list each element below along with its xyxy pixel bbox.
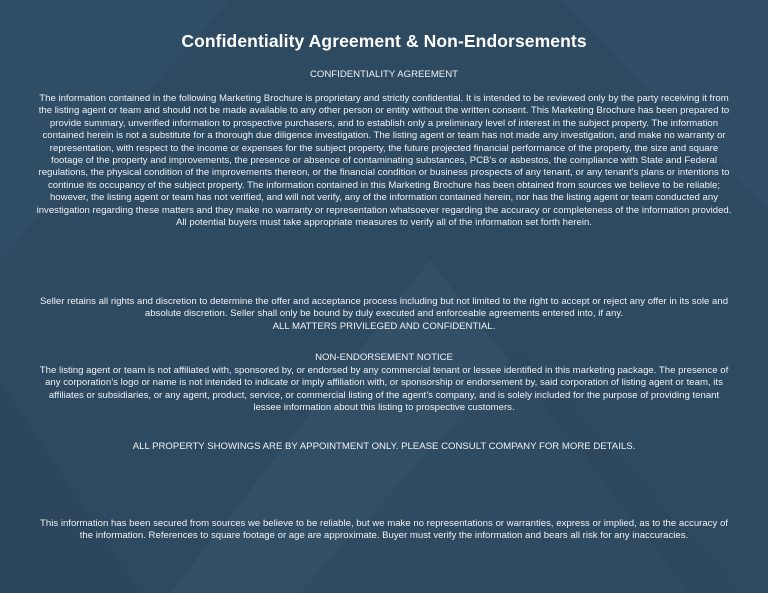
privileged-notice: ALL MATTERS PRIVILEGED AND CONFIDENTIAL. [272,321,496,332]
disclaimer-paragraph: This information has been secured from sources we believe to be reliable, but we make no representations or warranties, express or implied, as to the accuracy of the information. References to square footage or age are approximate. Buyer must verify the information and bears all risk for any inaccuracies. [40,518,728,542]
seller-rights-paragraph: Seller retains all rights and discretion to determine the offer and acceptance process including but not limited to the right to accept or reject any offer in its sole and absolute discretion. Seller shall only be bound by duly executed and enforceable agreements entered into, if any. [39,296,729,320]
page-title: Confidentiality Agreement & Non-Endorsements [181,31,587,51]
confidentiality-heading: CONFIDENTIALITY AGREEMENT [309,69,458,80]
showings-notice: ALL PROPERTY SHOWINGS ARE BY APPOINTMENT ONLY. PLEASE CONSULT COMPANY FOR MORE DETAILS. [132,441,636,452]
confidentiality-body: The information contained in the following Marketing Brochure is proprietary and strictly confidential. It is intended to be reviewed only by the party receiving it from the listing agent or team and should not be made available to any other person or entity without the written consent. This Marketing Brochure has been prepared to provide summary, unverified information to prospective purchasers, and to establish only a preliminary level of interest in the subject property. The information contained herein is not a substitute for a thorough due diligence investigation. The listing agent or team has not made any investigation, and make no warranty or representation, with respect to the income or expenses for the subject property, the future projected financial performance of the property, the size and square footage of the property and improvements, the presence or absence of contaminating substances, PCB’s or asbestos, the compliance with State and Federal regulations, the physical condition of the improvements thereon, or the financial condition or business prospects of any tenant, or any tenant’s plans or intentions to continue its occupancy of the subject property. The information contained in this Marketing Brochure has been obtained from sources we believe to be reliable; however, the listing agent or team has not verified, and will not verify, any of the information contained herein, nor has the listing agent or team conducted any investigation regarding these matters and they make no warranty or representation whatsoever regarding the accuracy or completeness of the information provided. All potential buyers must take appropriate measures to verify all of the information set forth herein. [36,93,732,229]
non-endorsement-body: The listing agent or team is not affiliated with, sponsored by, or endorsed by any commercial tenant or lessee identified in this marketing package. The presence of any corporation’s logo or name is not intended to indicate or imply affiliation with, or sponsorship or endorsement by, said corporation of listing agent or team, its affiliates or subsidiaries, or any agent, product, service, or commercial listing of the agent’s company, and is solely included for the purpose of providing tenant lessee information about this listing to prospective customers. [39,365,729,414]
non-endorsement-heading: NON-ENDORSEMENT NOTICE [315,352,453,363]
